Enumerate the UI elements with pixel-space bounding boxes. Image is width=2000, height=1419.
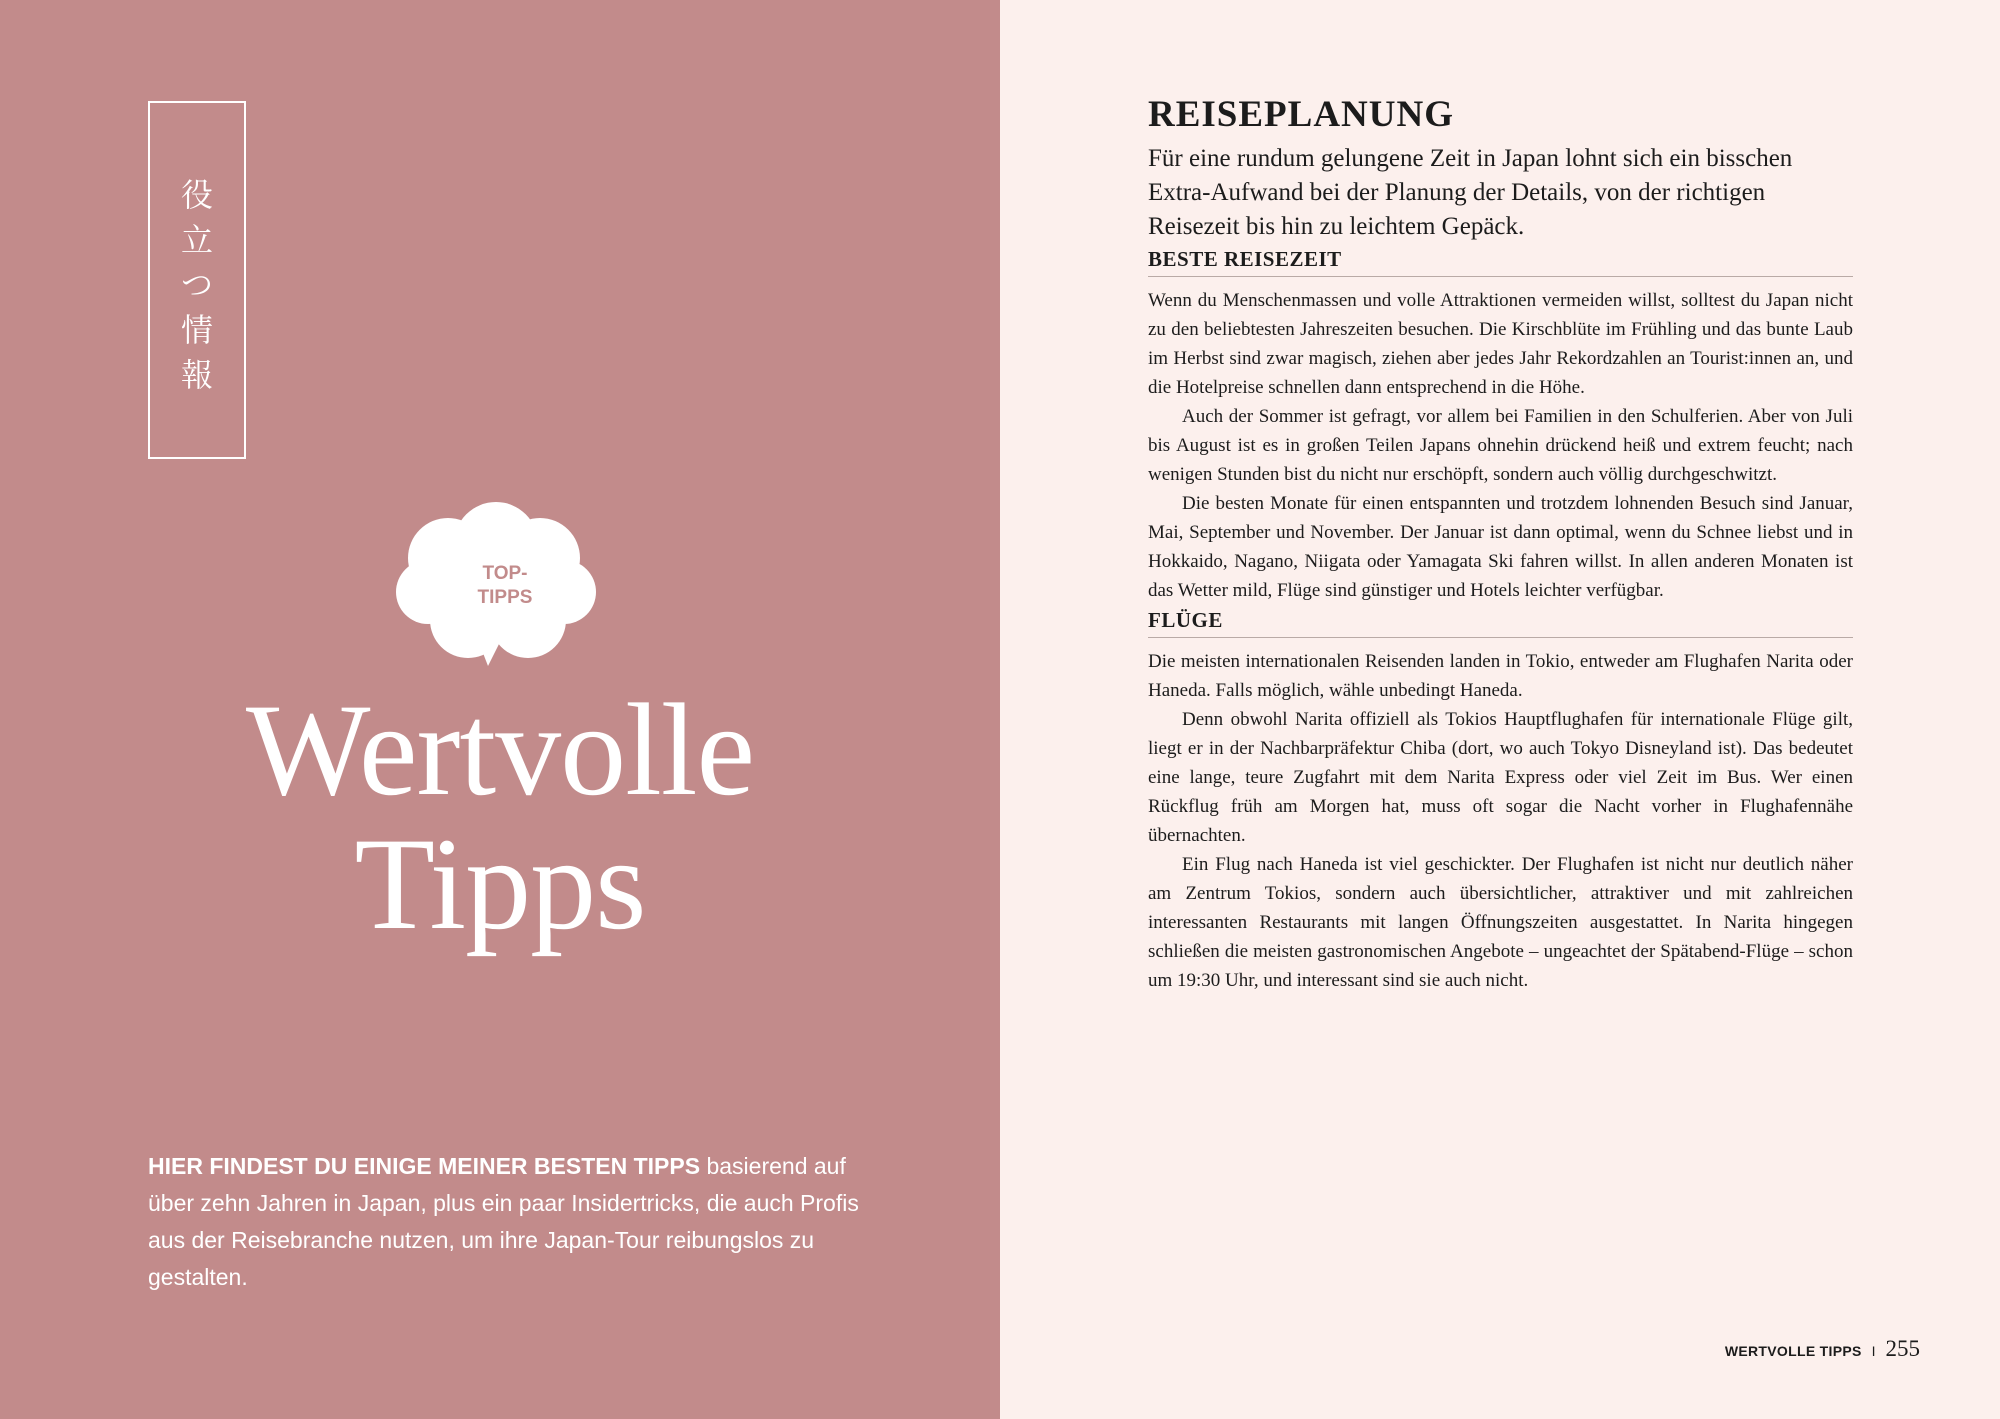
body-paragraph: Auch der Sommer ist gefragt, vor allem bei Familien in den Schulferien. Aber von Juli bis August ist es in großen Teilen Japans ohnehin drückend heiß und extrem feucht; nach wenigen Stunden bist du nicht nur erschöpft, sondern auch völlig durchgeschwitzt. bbox=[1148, 406, 1853, 485]
japanese-char: 情 bbox=[180, 311, 213, 349]
intro-text bbox=[148, 1148, 868, 1296]
top-tipps-badge: TOP- TIPPS bbox=[477, 563, 533, 608]
body-paragraph: Denn obwohl Narita offiziell als Tokios Hauptflughafen für internationale Flüge gilt, liegt er in der Nachbarpräfektur Chiba (dort, wo auch Tokyo Disneyland ist). Das bedeutet eine lange, teure Zugfahrt mit dem Narita Express oder viel Zeit im Bus. Wer einen Rückflug früh am Morgen hat, muss oft sogar die Nacht vorher in Flughafennähe übernachten. bbox=[1148, 709, 1853, 846]
intro-rest: basierend auf über zehn Jahren in Japan, plus ein paar Insidertricks, die auch Profis aus der Reisebranche nutzen, um ihre Japan-Tour reibungslos zu gestalten. bbox=[148, 1153, 859, 1290]
chapter-title: Wertvolle Tipps bbox=[245, 676, 755, 957]
lead-paragraph: Für eine rundum gelungene Zeit in Japan lohnt sich ein bisschen Extra-Aufwand bei der Planung der Details, von der richtigen Reisezeit bis hin zu leichtem Gepäck. bbox=[1148, 145, 1793, 240]
body-paragraph: Die besten Monate für einen entspannten und trotzdem lohnenden Besuch sind Januar, Mai, September und November. Der Januar ist dann optimal, wenn du Schnee liebst und in Hokkaido, Nagano, Niigata oder Yamagata Ski fahren willst. In allen anderen Monaten ist das Wetter mild, Flüge sind günstiger und Hotels leichter verfügbar. bbox=[1148, 493, 1853, 601]
page-number: 255 bbox=[1885, 1336, 1920, 1361]
section-heading: REISEPLANUNG bbox=[1148, 94, 1454, 135]
japanese-char: 立 bbox=[180, 221, 213, 259]
article bbox=[1148, 90, 1853, 995]
running-title: WERTVOLLE TIPPS bbox=[1724, 1343, 1862, 1359]
page-footer bbox=[1725, 1336, 1920, 1362]
footer-separator: I bbox=[1871, 1343, 1876, 1359]
section-body bbox=[1148, 286, 1853, 605]
body-paragraph: Wenn du Menschenmassen und volle Attraktionen vermeiden willst, solltest du Japan nicht zu den beliebtesten Jahreszeiten besuchen. Die Kirschblüte im Frühling und das bunte Laub im Herbst sind zwar magisch, ziehen aber jedes Jahr Rekordzahlen an Tourist:innen an, und die Hotelpreise schnellen dann entsprechend in die Höhe. bbox=[1148, 290, 1853, 398]
japanese-char: 役 bbox=[180, 176, 213, 214]
intro-caps: HIER FINDEST DU EINIGE MEINER BESTEN TIPPS bbox=[148, 1153, 701, 1179]
japanese-label-box bbox=[148, 101, 246, 459]
body-paragraph: Die meisten internationalen Reisenden landen in Tokio, entweder am Flughafen Narita oder Haneda. Falls möglich, wähle unbedingt Haneda. bbox=[1148, 651, 1853, 701]
subheading-flights: FLÜGE bbox=[1148, 605, 1853, 638]
japanese-char: つ bbox=[180, 266, 213, 304]
section-body bbox=[1148, 647, 1853, 995]
subheading-best-travel-time: BESTE REISEZEIT bbox=[1148, 244, 1853, 277]
japanese-char: 報 bbox=[180, 356, 213, 394]
body-paragraph: Ein Flug nach Haneda ist viel geschickter. Der Flughafen ist nicht nur deutlich näher am Zentrum Tokios, sondern auch übersichtlicher, attraktiver und mit zahlreichen interessanten Restaurants mit langen Öffnungszeiten ausgestattet. In Narita hingegen schließen die meisten gastronomischen Angebote – ungeachtet der Spätabend-Flüge – schon um 19:30 Uhr, und interessant sind sie auch nicht. bbox=[1148, 854, 1853, 991]
